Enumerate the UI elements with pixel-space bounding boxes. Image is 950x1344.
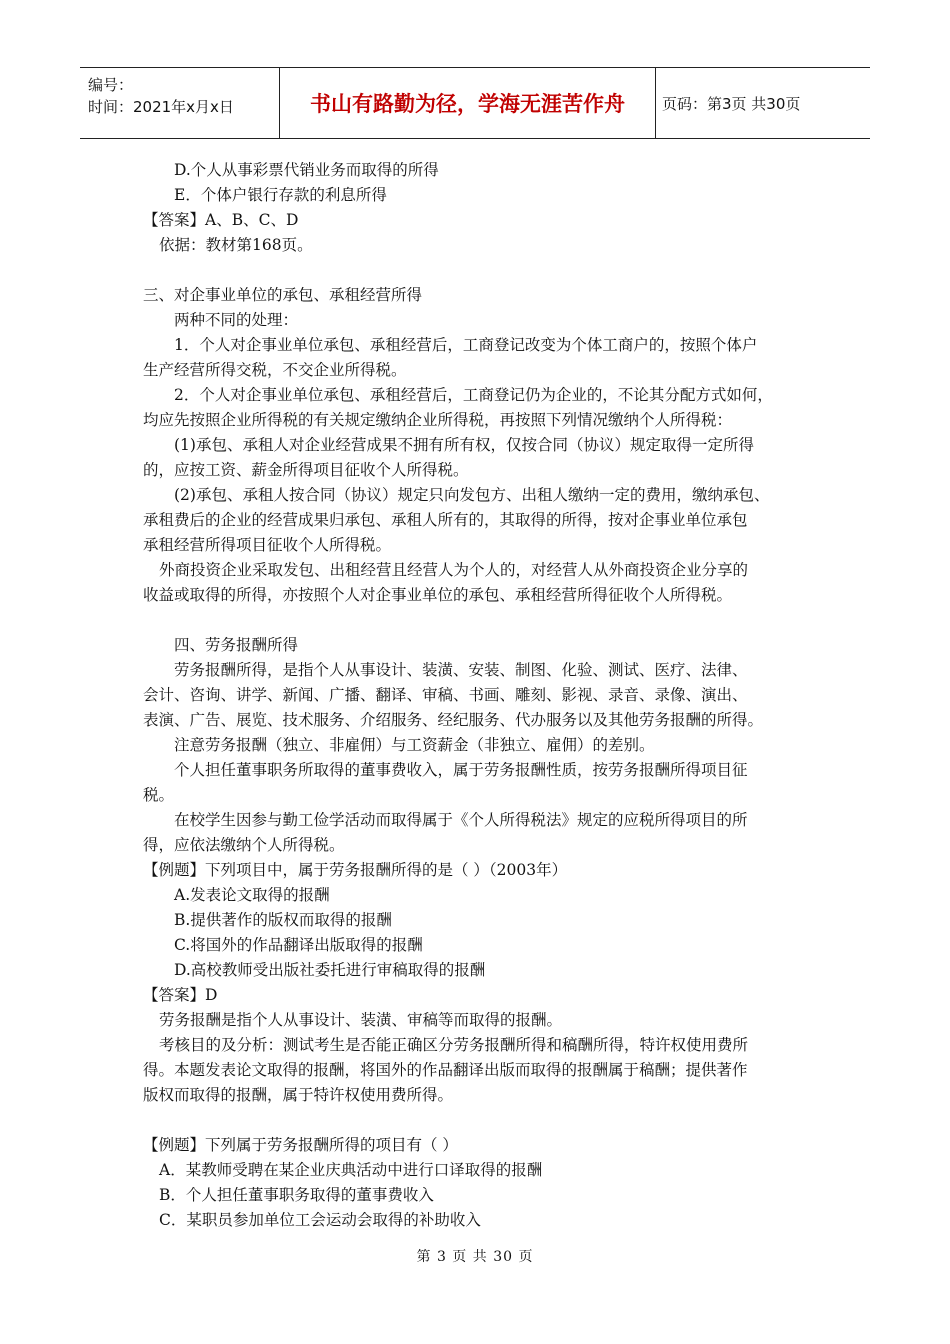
option-line: A.发表论文取得的报酬	[174, 886, 330, 904]
option-line: B.提供著作的版权而取得的报酬	[174, 911, 392, 929]
page-header	[80, 67, 870, 139]
document-number-label: 编号：	[88, 76, 134, 94]
text-line: 劳务报酬是指个人从事设计、装潢、审稿等而取得的报酬。	[159, 1011, 563, 1029]
answer-line: 【答案】D	[143, 986, 218, 1004]
text-line: 均应先按照企业所得税的有关规定缴纳企业所得税，再按照下列情况缴纳个人所得税：	[143, 411, 733, 429]
text-line: 税。	[143, 786, 175, 804]
text-line: 会计、咨询、讲学、新闻、广播、翻译、审稿、书画、雕刻、影视、录音、录像、演出、	[143, 686, 748, 704]
text-line: 得，应依法缴纳个人所得税。	[143, 836, 345, 854]
example-question: 【例题】下列项目中，属于劳务报酬所得的是（ ）（2003年）	[143, 861, 568, 879]
text-line: E．个体户银行存款的利息所得	[174, 186, 387, 204]
text-line: 劳务报酬所得，是指个人从事设计、装潢、安装、制图、化验、测试、医疗、法律、	[174, 661, 748, 679]
text-line: D.个人从事彩票代销业务而取得的所得	[174, 161, 439, 179]
option-line: C．某职员参加单位工会运动会取得的补助收入	[159, 1211, 481, 1229]
header-meta	[80, 68, 280, 138]
answer-line: 【答案】A、B、C、D	[143, 211, 299, 229]
document-time-label: 时间：2021年x月x日	[88, 98, 234, 116]
text-line: 考核目的及分析：测试考生是否能正确区分劳务报酬所得和稿酬所得，特许权使用费所	[159, 1036, 749, 1054]
text-line: 在校学生因参与勤工俭学活动而取得属于《个人所得税法》规定的应税所得项目的所	[174, 811, 748, 829]
text-line: 版权而取得的报酬，属于特许权使用费所得。	[143, 1086, 454, 1104]
text-line: 2．个人对企事业单位承包、承租经营后，工商登记仍为企业的，不论其分配方式如何，	[174, 386, 773, 404]
example-question: 【例题】下列属于劳务报酬所得的项目有（ ）	[143, 1136, 458, 1154]
text-line: 表演、广告、展览、技术服务、介绍服务、经纪服务、代办服务以及其他劳务报酬的所得。	[143, 711, 764, 729]
text-line: 1．个人对企事业单位承包、承租经营后，工商登记改变为个体工商户的，按照个体户	[174, 336, 758, 354]
option-line: C.将国外的作品翻译出版取得的报酬	[174, 936, 423, 954]
section-heading: 三、对企事业单位的承包、承租经营所得	[143, 286, 423, 304]
text-line: 收益或取得的所得，亦按照个人对企事业单位的承包、承租经营所得征收个人所得税。	[143, 586, 733, 604]
option-line: B．个人担任董事职务取得的董事费收入	[159, 1186, 434, 1204]
text-line: 两种不同的处理：	[174, 311, 299, 329]
option-line: A．某教师受聘在某企业庆典活动中进行口译取得的报酬	[159, 1161, 543, 1179]
text-line: 承租经营所得项目征收个人所得税。	[143, 536, 392, 554]
text-line: 个人担任董事职务所取得的董事费收入，属于劳务报酬性质，按劳务报酬所得项目征	[174, 761, 748, 779]
text-line: 外商投资企业采取发包、出租经营且经营人为个人的，对经营人从外商投资企业分享的	[159, 561, 749, 579]
text-line: (1)承包、承租人对企业经营成果不拥有所有权，仅按合同（协议）规定取得一定所得	[174, 436, 754, 454]
section-heading: 四、劳务报酬所得	[174, 636, 299, 654]
text-line: 注意劳务报酬（独立、非雇佣）与工资薪金（非独立、雇佣）的差别。	[174, 736, 655, 754]
text-line: 依据：教材第168页。	[159, 236, 313, 254]
text-line: 生产经营所得交税，不交企业所得税。	[143, 361, 407, 379]
text-line: (2)承包、承租人按合同（协议）规定只向发包方、出租人缴纳一定的费用，缴纳承包、	[174, 486, 770, 504]
header-motto: 书山有路勤为径，学海无涯苦作舟	[280, 68, 656, 138]
option-line: D.高校教师受出版社委托进行审稿取得的报酬	[174, 961, 486, 979]
page-footer: 第 3 页 共 30 页	[416, 1249, 534, 1265]
text-line: 的，应按工资、薪金所得项目征收个人所得税。	[143, 461, 469, 479]
text-line: 得。本题发表论文取得的报酬，将国外的作品翻译出版而取得的报酬属于稿酬；提供著作	[143, 1061, 748, 1079]
text-line: 承租费后的企业的经营成果归承包、承租人所有的，其取得的所得，按对企事业单位承包	[143, 511, 748, 529]
header-page-label: 页码：第3页 共30页	[662, 94, 801, 113]
